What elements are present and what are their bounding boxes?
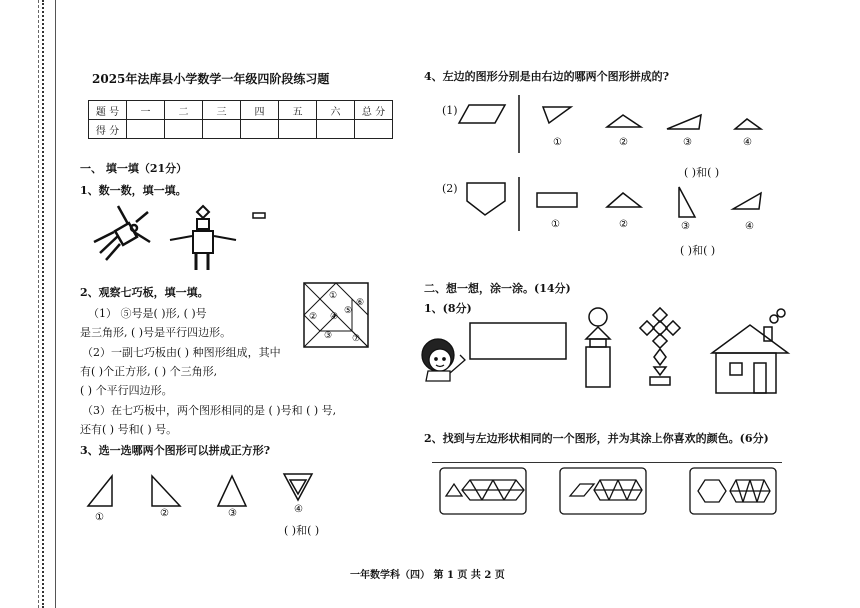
tower-figure [586,308,610,387]
tangram-label-2: ② [309,312,318,322]
triangle-inner-shape [290,480,306,494]
q3-label-1: ① [95,512,104,523]
pentagon-shape [467,183,505,215]
q3-label-2: ② [160,508,169,519]
margin-rule [55,0,56,608]
q2-line-7: 还有( ) 号和( ) 号。 [80,423,178,436]
page-footer: 一年数学科（四） 第 1 页 共 2 页 [350,570,505,581]
score-header-cell: 六 [317,101,355,120]
triangle-shape-1 [88,476,112,506]
score-cell[interactable] [241,120,279,139]
s2-q1-illustration [410,305,790,395]
q2-line-1: （1） ⑤号是( )形, ( )号 [88,307,207,320]
tangram-label-1: ① [329,291,338,301]
score-table-header-row [89,101,393,120]
score-header-cell: 总 分 [355,101,393,120]
panel3-hexagon [698,480,726,502]
diamond-figure [640,308,680,385]
drawing-rectangle [470,323,566,359]
panel-2 [560,468,646,514]
q4-part1-shapes [455,95,785,165]
choice-triangle-2 [607,115,641,127]
score-cell[interactable] [355,120,393,139]
p2-choice-label-2: ② [619,219,628,230]
p2-choice-label-1: ① [551,219,560,230]
parallelogram-shape [459,105,505,123]
panel-1 [440,468,526,514]
standing-robot-figure [170,206,236,270]
score-header-cell: 题 号 [89,101,127,120]
panel2-triangle-grid [594,480,642,500]
panel1-triangle [446,484,462,496]
choice-triangle-3 [667,115,701,129]
p2-choice-label-4: ④ [745,221,754,232]
triangle-shape-2 [152,476,180,506]
panel1-triangle-grid [462,480,524,500]
tangram-label-4: ④ [330,312,339,322]
p1-choice-label-1: ① [553,137,562,148]
s2-q2-panels [432,464,782,524]
p2-choice-label-3: ③ [681,221,690,232]
tangram-figure [304,283,368,347]
p1-choice-label-2: ② [619,137,628,148]
q4-answer-2[interactable]: ( )和( ) [680,244,716,257]
score-cell[interactable] [127,120,165,139]
section2-heading: 二、想一想，涂一涂。(14分) [424,282,571,295]
section1-heading: 一、 填一填（21分） [80,162,188,175]
q3-text: 3、选一选哪两个图形可以拼成正方形? [80,444,271,457]
panel3-triangle-grid [730,480,770,502]
q2-line-3: （2）一副七巧板由( ) 种图形组成，其中 [82,346,281,359]
p2-choice-triangle-4 [733,193,761,209]
q1-text: 1、数一数，填一填。 [80,184,187,197]
score-table [88,100,393,139]
small-rectangle-shape [253,213,265,218]
score-header-cell: 四 [241,101,279,120]
q2-text: 2、观察七巧板，填一填。 [80,286,209,299]
score-header-cell: 五 [279,101,317,120]
score-header-cell: 二 [165,101,203,120]
q2-line-6: （3）在七巧板中，两个图形相同的是 ( )号和 ( ) 号, [82,404,337,417]
score-row-label: 得 分 [89,120,127,139]
choice-triangle-1 [543,107,571,123]
q3-triangles [80,470,340,525]
tangram-label-7: ⑦ [352,334,361,344]
q4-part1-label: (1) [442,104,458,117]
house-figure [712,309,788,393]
panel-top-rule [432,462,782,463]
q3-label-4: ④ [294,504,303,515]
p1-choice-label-4: ④ [743,137,752,148]
girl-figure [422,339,465,381]
q2-line-4: 有( )个正方形, ( ) 个三角形, [80,365,218,378]
p2-choice-triangle-2 [607,193,641,207]
q2-line-5: ( ) 个平行四边形。 [80,384,173,397]
exam-title: 2025年法库县小学数学一年级四阶段练习题 [92,72,330,86]
choice-triangle-4 [735,119,761,129]
score-table-score-row [89,120,393,139]
tangram-label-6: ⑥ [356,298,365,308]
p1-choice-label-3: ③ [683,137,692,148]
q3-answer[interactable]: ( )和( ) [284,524,320,537]
triangle-shape-4 [284,474,312,500]
choice-rectangle [537,193,577,207]
score-cell[interactable] [203,120,241,139]
p2-choice-triangle-3 [679,187,695,217]
tilted-robot-figure [94,206,150,260]
panel2-parallelogram [570,484,594,496]
score-header-cell: 三 [203,101,241,120]
score-cell[interactable] [279,120,317,139]
stick-figures-illustration [90,198,260,278]
triangle-shape-3 [218,476,246,506]
q4-text: 4、左边的图形分别是由右边的哪两个图形拼成的? [424,70,670,83]
binding-dotted-line [42,0,44,608]
q4-part2-shapes [455,175,785,235]
tangram-label-5: ⑤ [344,306,353,316]
q2-line-2: 是三角形, ( )号是平行四边形。 [80,326,232,339]
s2-q2-text: 2、找到与左边形状相同的一个图形，并为其涂上你喜欢的颜色。(6分) [424,432,769,445]
score-header-cell: 一 [127,101,165,120]
binding-dashed-line [38,0,39,608]
q3-label-3: ③ [228,508,237,519]
s2-q1-text: 1、(8分) [424,302,472,315]
tangram-label-3: ③ [324,331,333,341]
q4-answer-1[interactable]: ( )和( ) [684,166,720,179]
score-cell[interactable] [165,120,203,139]
score-cell[interactable] [317,120,355,139]
q4-part2-label: (2) [442,182,458,195]
